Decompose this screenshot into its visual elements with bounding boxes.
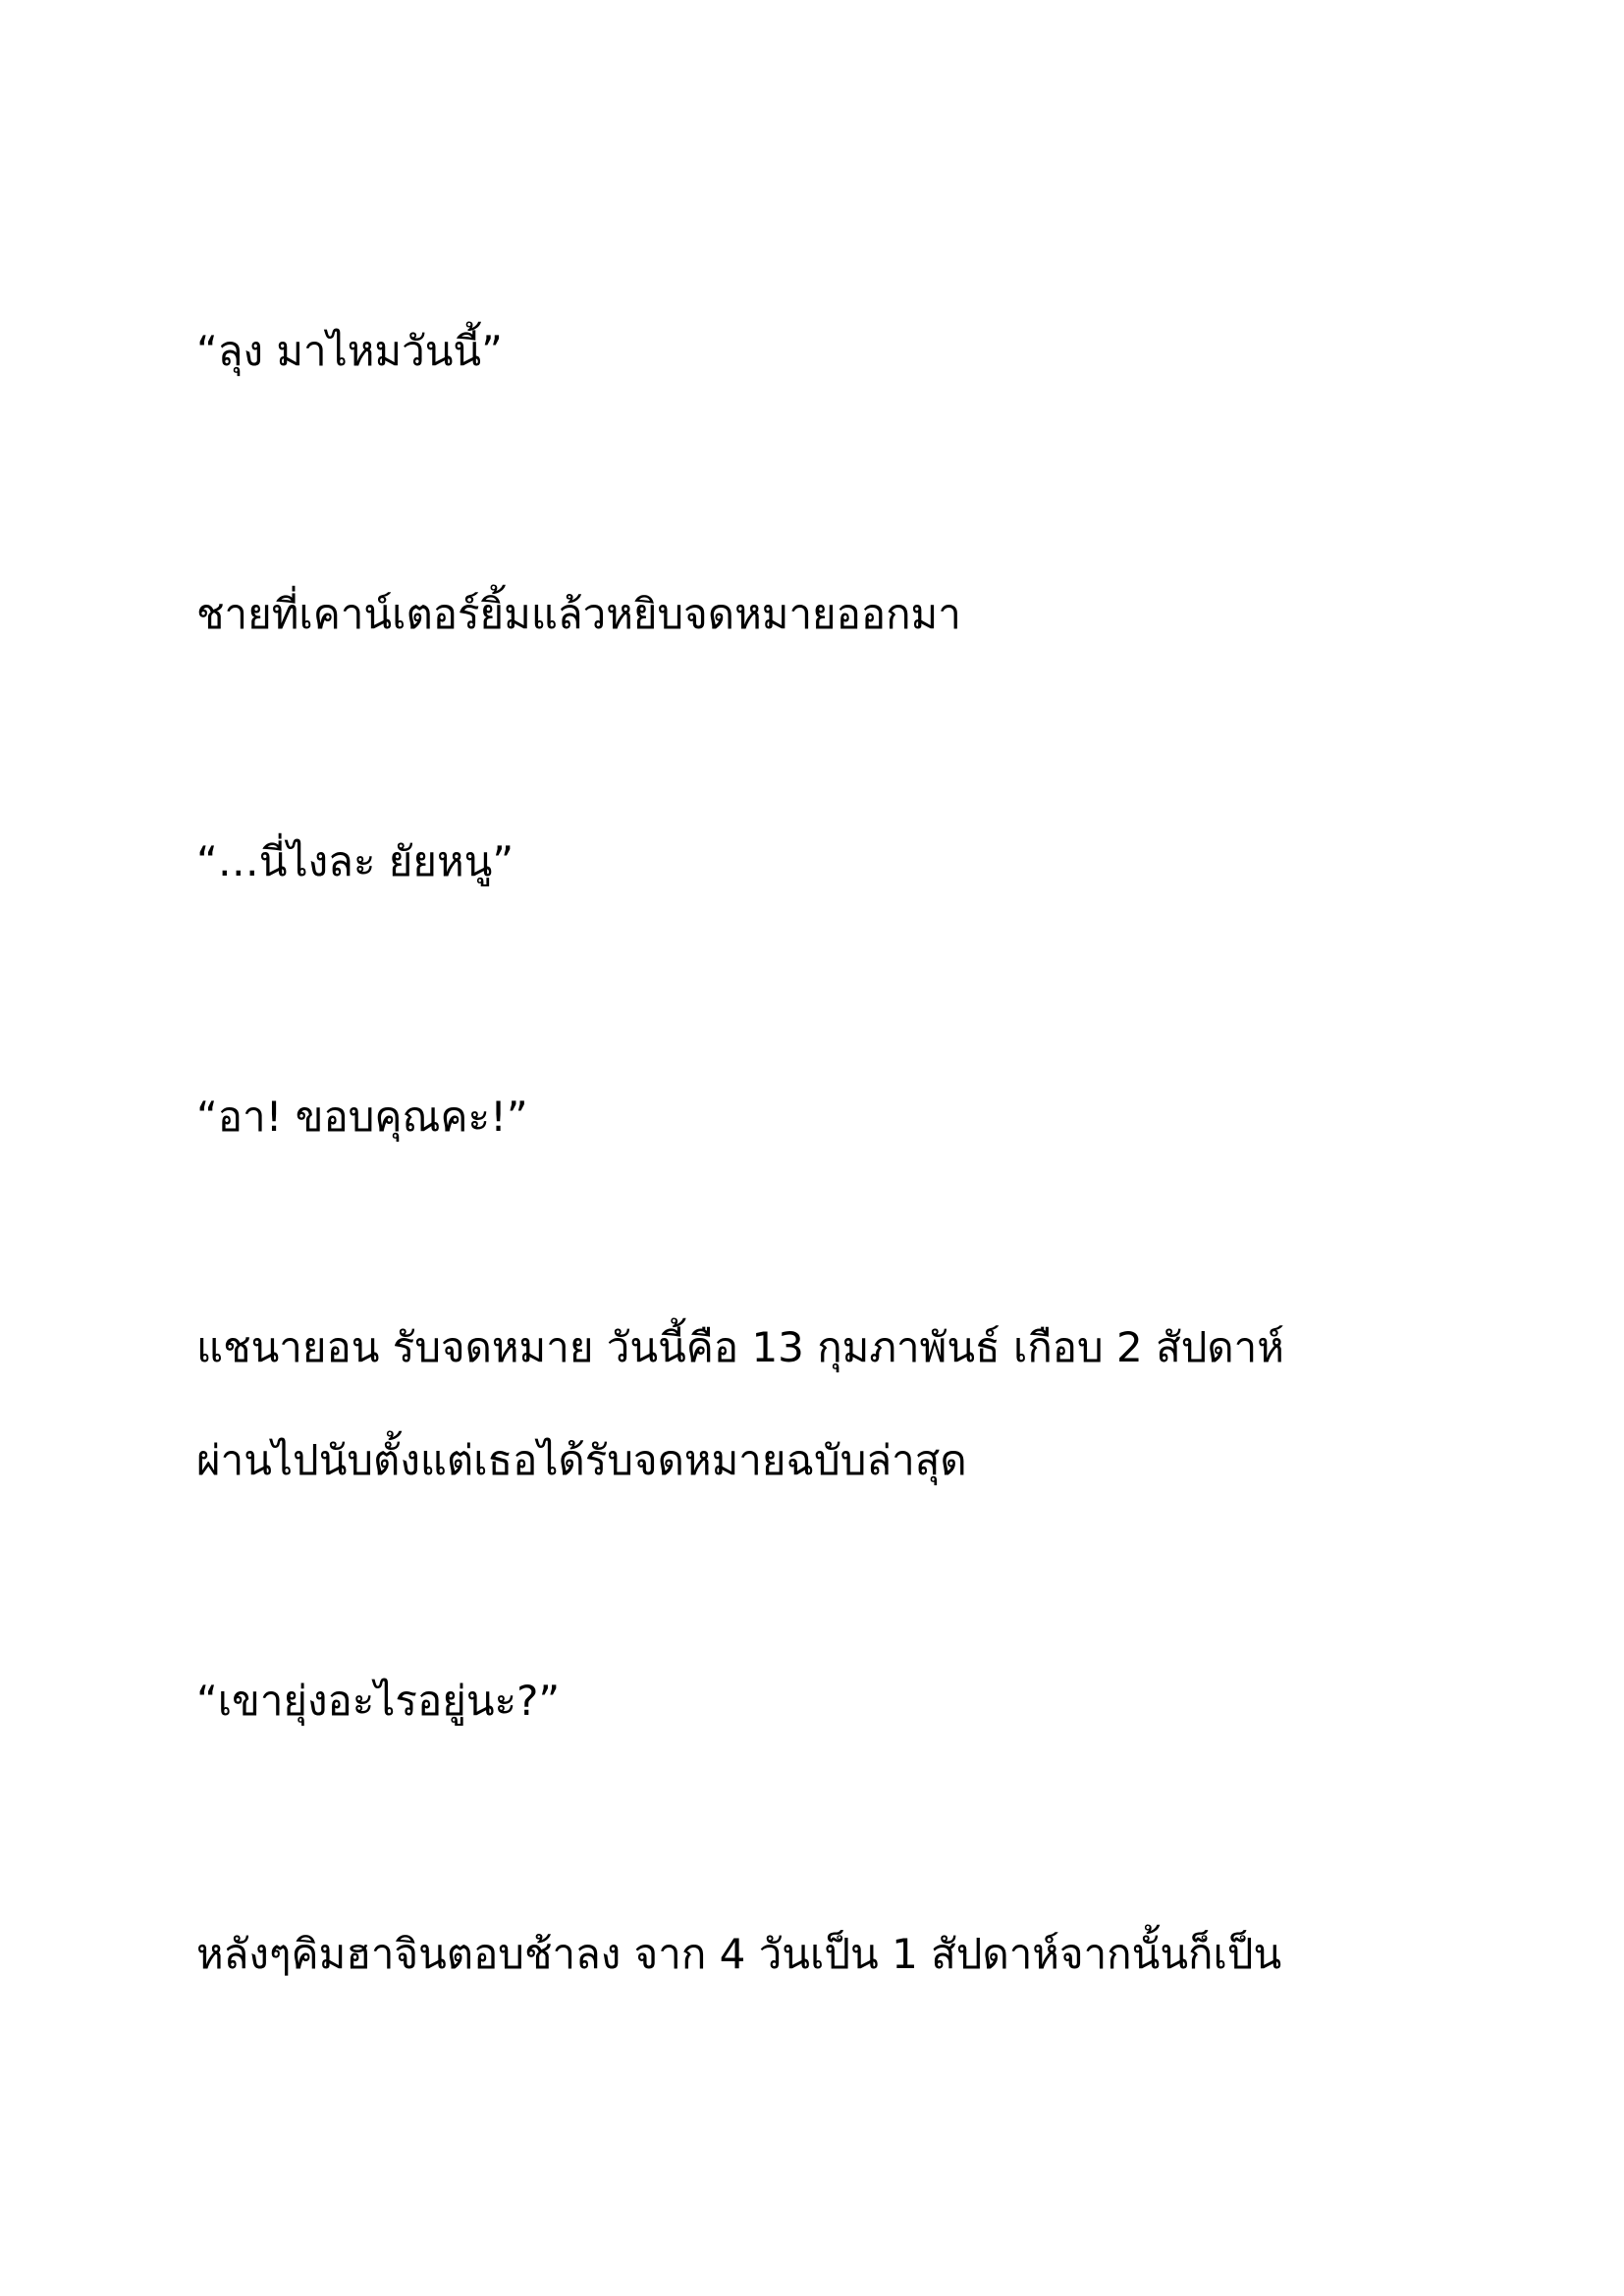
narration-line-continued: ผ่านไปนับตั้งแต่เธอได้รับจดหมายฉบับล่าสุด: [196, 1436, 967, 1484]
narration-line: แชนายอน รับจดหมาย วันนี้คือ 13 กุมภาพันธ์ เกือบ 2 สัปดาห์: [196, 1323, 1284, 1371]
dialogue-line: “เขายุ่งอะไรอยู่นะ?”: [196, 1677, 561, 1725]
narration-line: หลังๆคิมฮาจินตอบช้าลง จาก 4 วันเป็น 1 สัปดาห์จากนั้นก็เป็น: [196, 1930, 1282, 1978]
dialogue-line: “…นี่ไงละ ยัยหนู”: [196, 837, 514, 885]
dialogue-line: “อา! ขอบคุณคะ!”: [196, 1093, 528, 1141]
dialogue-line: “ลุง มาไหมวันนี้”: [196, 327, 503, 375]
narration-line: ชายที่เคาน์เตอร์ยิ้มแล้วหยิบจดหมายออกมา: [196, 590, 961, 638]
